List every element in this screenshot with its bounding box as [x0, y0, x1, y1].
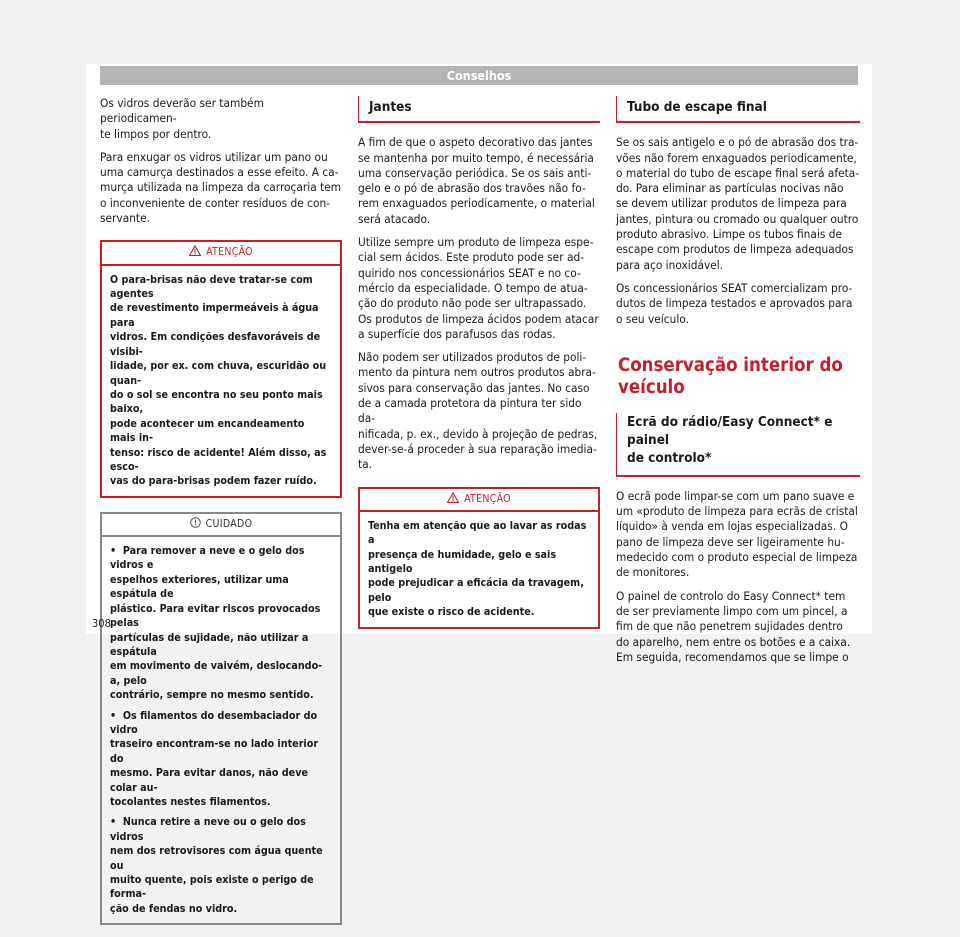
- paragraph-exhaust-1: Se os sais antigelo e o pó de abrasão dos tra- vões não forem enxaguados periodicamente, o material do tubo de escape final será afeta- do. Para eliminar as partículas nocivas não se devem utilizar produtos de limpeza para jantes, pintura ou cromado ou qualquer outro produto abrasivo. Limpe os tubos finais de escape com produtos de limpeza adequados para aço inoxidável.: [616, 135, 860, 272]
- column-1: [100, 96, 342, 937]
- paragraph-exhaust-2: Os concessionários SEAT comercializam pro- dutos de limpeza testados e aprovados para o seu veículo.: [616, 280, 853, 326]
- caution-box: [100, 512, 342, 925]
- caution-bullet: • Os filamentos do desembaciador do vidro traseiro encontram-se no lado interior do mesmo. Para evitar danos, não deve colar au- tocolantes nestes filamentos.: [110, 708, 319, 808]
- column-2: [358, 96, 600, 641]
- warning-box-header: [102, 242, 340, 265]
- paragraph-jantes-1: A fim de que o aspeto decorativo das jantes se mantenha por muito tempo, é necessária uma conservação periódica. Se os sais anti- gelo e o pó de abrasão dos travões não fo- rem enxaguados periodicamente, o material será atacado.: [358, 135, 595, 226]
- caution-bullet: • Para remover a neve e o gelo dos vidros e espelhos exteriores, utilizar uma espátula de plástico. Para evitar riscos provocados pelas partículas de sujidade, não utilizar a espátula em movimento de vaivém, deslocando-a, pelo contrário, sempre no mesmo sentido.: [110, 544, 323, 702]
- paragraph-chamois: Para enxugar os vidros utilizar um pano ou uma camurça destinados a esse efeito. A ca- murça utilizada na limpeza da carroçaria tem o inconveniente de conter resíduos de con- servante.: [100, 149, 342, 226]
- heading-exhaust: Tubo de escape final: [616, 96, 860, 123]
- heading-jantes: Jantes: [358, 96, 600, 123]
- paragraph-intro: Os vidros deverão ser também periodicamen- te limpos por dentro.: [100, 96, 264, 141]
- info-circle-icon: [190, 517, 201, 528]
- paragraph-jantes-2: Utilize sempre um produto de limpeza espe- cial sem ácidos. Este produto pode ser ad- quirido nos concessionários SEAT e no co- mércio da especialidade. O tempo de atua- ção do produto não pode ser ultrapassado. Os produtos de limpeza ácidos podem atacar a superfície dos parafusos das rodas.: [358, 235, 599, 341]
- page-number: 308: [92, 617, 111, 630]
- caution-label: CUIDADO: [205, 517, 253, 530]
- caution-text: [102, 537, 340, 923]
- caution-box-header: [102, 514, 340, 537]
- paragraph-control-panel: O painel de controlo do Easy Connect* tem de ser previamente limpo com um pincel, a fim de que não penetrem sujidades dentro do aparelho, nem entre os botões e a caixa. Em seguida, recomendamos que se limpe o: [616, 588, 851, 664]
- heading-radio-screen: Ecrã do rádio/Easy Connect* e painel de controlo*: [616, 413, 860, 477]
- warning-text: Tenha em atenção que ao lavar as rodas a presença de humidade, gelo e sais antigelo pode prejudicar a eficácia da travagem, pelo que existe o risco de acidente.: [368, 518, 587, 619]
- warning-box-header: [360, 489, 598, 512]
- caution-bullet: • Nunca retire a neve ou o gelo dos vidros nem dos retrovisores com água quente ou muito quente, pois existe o perigo de forma- ção de fendas no vidro.: [110, 815, 323, 915]
- section-header-bar: Conselhos: [100, 66, 858, 85]
- warning-box-windshield: [100, 240, 342, 497]
- warning-label: ATENÇÃO: [206, 246, 253, 259]
- warning-text: O para-brisas não deve tratar-se com agentes de revestimento impermeáveis à água para vidros. Em condições desfavoráveis de visibi- lidade, por ex. com chuva, escuridão ou quan- do o sol se encontra no seu ponto mais baixo, pode acontecer um encandeamento mais in- tenso: risco de acidente! Além disso, as esco- vas do para-brisas podem fazer ruído.: [110, 272, 327, 488]
- warning-label: ATENÇÃO: [464, 492, 511, 505]
- warning-triangle-icon: [447, 492, 459, 503]
- paragraph-jantes-3: Não podem ser utilizados produtos de poli- mento da pintura nem outros produtos abra- sivos para conservação das jantes. No caso de a camada protetora da pintura ter sido da- nificada, p. ex., devido à projeção de pedras, dever-se-á proceder à sua reparação imedia- ta.: [358, 350, 598, 472]
- heading-interior-care: Conservação interior do veículo: [618, 354, 843, 398]
- column-3: [616, 96, 860, 673]
- warning-triangle-icon: [189, 245, 201, 256]
- warning-box-wheels: [358, 487, 600, 629]
- paragraph-screen: O ecrã pode limpar-se com um pano suave e um «produto de limpeza para ecrãs de cristal líquido» à venda em lojas especializadas. O pano de limpeza deve ser ligeiramente hu- medecido com o produto especial de limpeza de monitores.: [616, 488, 858, 580]
